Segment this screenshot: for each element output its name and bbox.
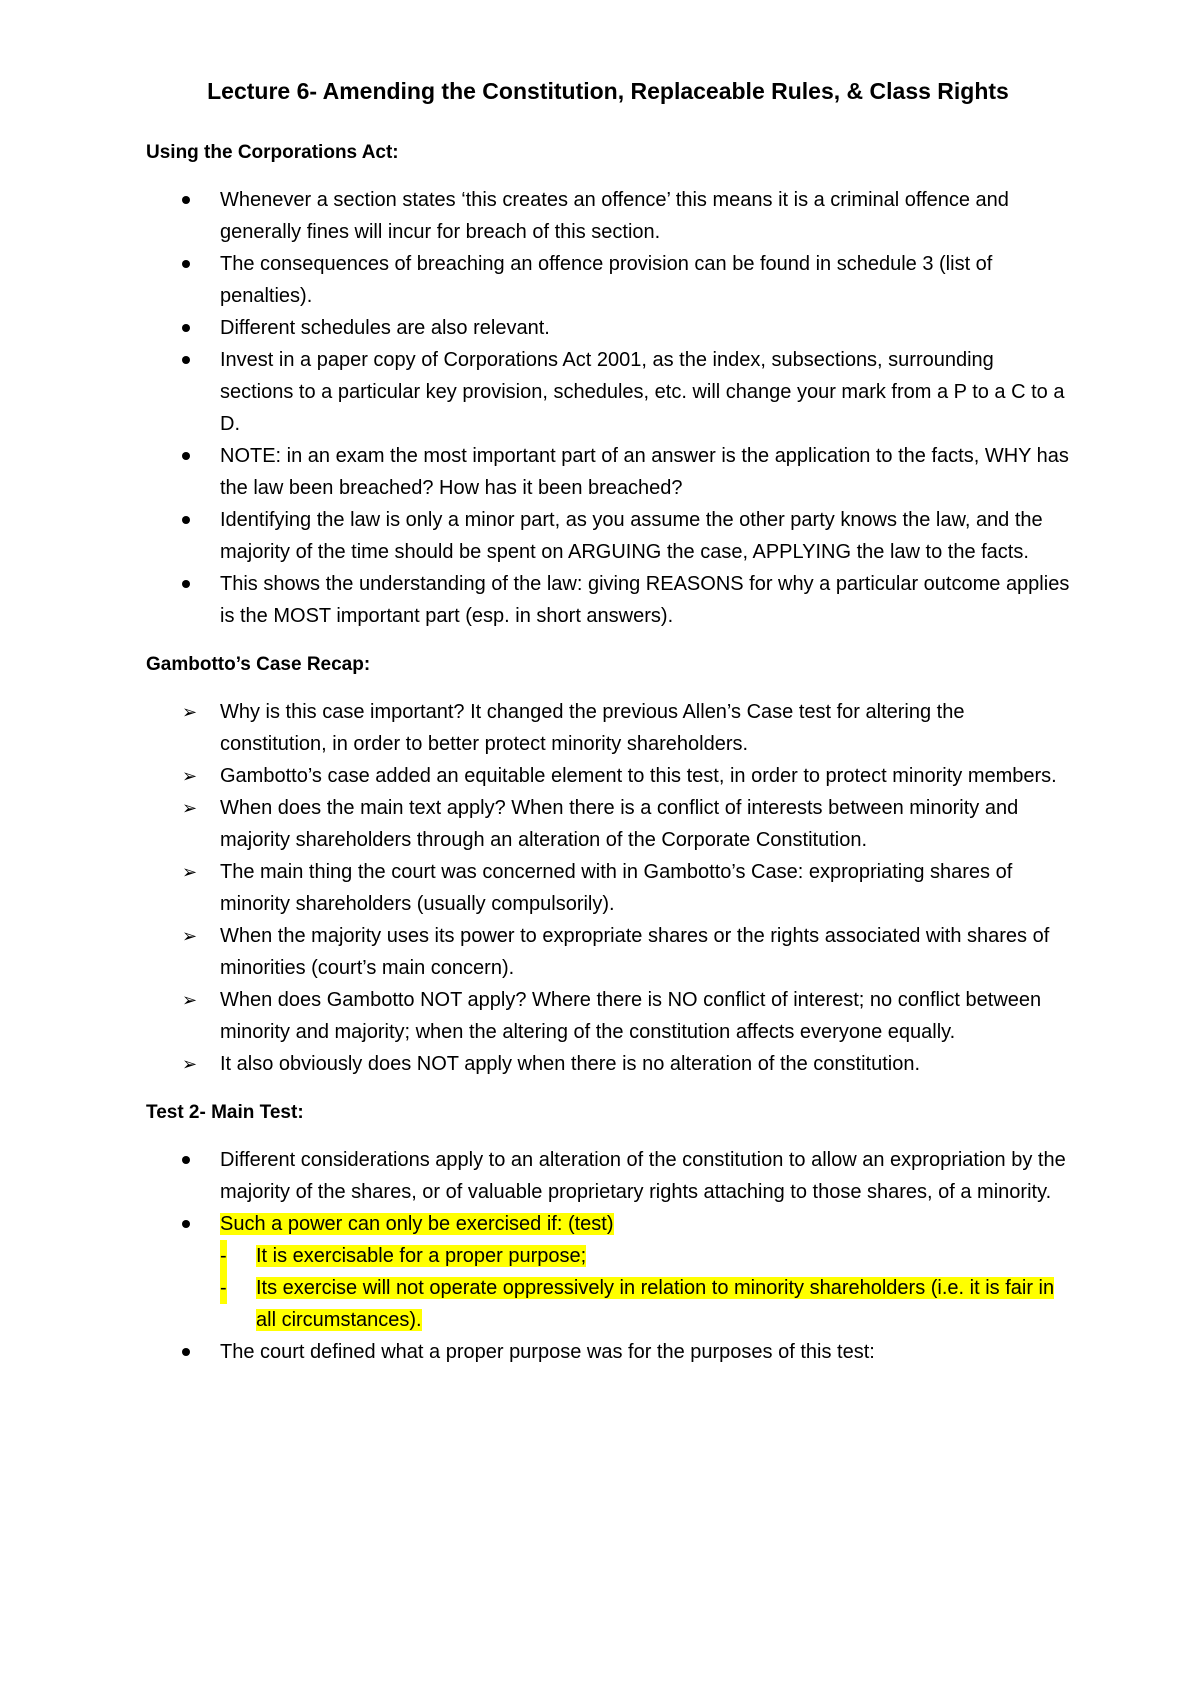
dash-marker: - xyxy=(220,1240,227,1272)
highlighted-text: Its exercise will not operate oppressively in relation to minority shareholders (i.e. it is fair in all circumstances). xyxy=(256,1277,1055,1331)
list-item-text: Whenever a section states ‘this creates an offence’ this means it is a criminal offence and generally fines will incur for breach of this section. xyxy=(220,189,1009,243)
sub-list xyxy=(220,1240,1070,1336)
list-item xyxy=(146,792,1070,856)
arrow-bullet-icon: ➢ xyxy=(182,766,198,786)
arrow-bullet-icon: ➢ xyxy=(182,926,198,946)
list-item xyxy=(146,248,1070,312)
list-item-text: This shows the understanding of the law: giving REASONS for why a particular outcome applies is the MOST important part (esp. in short answers). xyxy=(220,573,1070,627)
list-item xyxy=(146,696,1070,760)
highlighted-text: It is exercisable for a proper purpose; xyxy=(256,1245,587,1267)
sub-list-item xyxy=(220,1272,1070,1336)
list-item-text: Gambotto’s case added an equitable element to this test, in order to protect minority members. xyxy=(220,765,1057,787)
list-item xyxy=(146,1144,1070,1208)
list-item xyxy=(146,504,1070,568)
highlighted-text: Such a power can only be exercised if: (test) xyxy=(220,1213,614,1235)
list-item xyxy=(146,984,1070,1048)
section-test-2-main-test xyxy=(146,1100,1070,1368)
list-item-text: NOTE: in an exam the most important part of an answer is the application to the facts, WHY has the law been breached? How has it been breached? xyxy=(220,445,1069,499)
list-item-text: Why is this case important? It changed the previous Allen’s Case test for altering the constitution, in order to better protect minority shareholders. xyxy=(220,701,965,755)
bullet-list xyxy=(146,1144,1070,1368)
arrow-bullet-icon: ➢ xyxy=(182,862,198,882)
list-item xyxy=(146,184,1070,248)
list-item-text: Different schedules are also relevant. xyxy=(220,317,550,339)
document-title: Lecture 6- Amending the Constitution, Replaceable Rules, & Class Rights xyxy=(207,78,1009,104)
section-heading: Gambotto’s Case Recap: xyxy=(146,654,371,675)
list-item-text: Identifying the law is only a minor part, as you assume the other party knows the law, and the majority of the time should be spent on ARGUING the case, APPLYING the law to the facts. xyxy=(220,509,1043,563)
list-item xyxy=(146,568,1070,632)
list-item-text: When the majority uses its power to expropriate shares or the rights associated with shares of minorities (court’s main concern). xyxy=(220,925,1050,979)
list-item xyxy=(146,1336,1070,1368)
list-item-text: The consequences of breaching an offence provision can be found in schedule 3 (list of penalties). xyxy=(220,253,993,307)
arrow-bullet-icon: ➢ xyxy=(182,702,198,722)
list-item xyxy=(146,1048,1070,1080)
arrow-list xyxy=(146,696,1070,1080)
section-using-corporations-act xyxy=(146,140,1070,632)
list-item xyxy=(146,344,1070,440)
list-item xyxy=(146,312,1070,344)
list-item xyxy=(146,440,1070,504)
arrow-bullet-icon: ➢ xyxy=(182,1054,198,1074)
arrow-bullet-icon: ➢ xyxy=(182,798,198,818)
list-item xyxy=(146,920,1070,984)
list-item-text: The court defined what a proper purpose was for the purposes of this test: xyxy=(220,1341,875,1363)
list-item-text: The main thing the court was concerned with in Gambotto’s Case: expropriating shares of minority shareholders (usually compulsorily). xyxy=(220,861,1013,915)
list-item-text: It also obviously does NOT apply when there is no alteration of the constitution. xyxy=(220,1053,921,1075)
bullet-list xyxy=(146,184,1070,632)
list-item-text: When does the main text apply? When there is a conflict of interests between minority and majority shareholders through an alteration of the Corporate Constitution. xyxy=(220,797,1019,851)
section-gambottos-case-recap xyxy=(146,652,1070,1080)
list-item-text: Different considerations apply to an alteration of the constitution to allow an expropriation by the majority of the shares, or of valuable proprietary rights attaching to those shares, of a minority. xyxy=(220,1149,1066,1203)
dash-marker: - xyxy=(220,1272,227,1304)
section-heading: Test 2- Main Test: xyxy=(146,1102,304,1123)
list-item-text: Invest in a paper copy of Corporations Act 2001, as the index, subsections, surrounding sections to a particular key provision, schedules, etc. will change your mark from a P to a C to a D. xyxy=(220,349,1065,435)
sub-list-item xyxy=(220,1240,1070,1272)
arrow-bullet-icon: ➢ xyxy=(182,990,198,1010)
list-item-text: When does Gambotto NOT apply? Where there is NO conflict of interest; no conflict between minority and majority; when the altering of the constitution affects everyone equally. xyxy=(220,989,1042,1043)
list-item xyxy=(146,856,1070,920)
section-heading: Using the Corporations Act: xyxy=(146,142,399,163)
list-item-highlighted xyxy=(146,1208,1070,1336)
list-item xyxy=(146,760,1070,792)
